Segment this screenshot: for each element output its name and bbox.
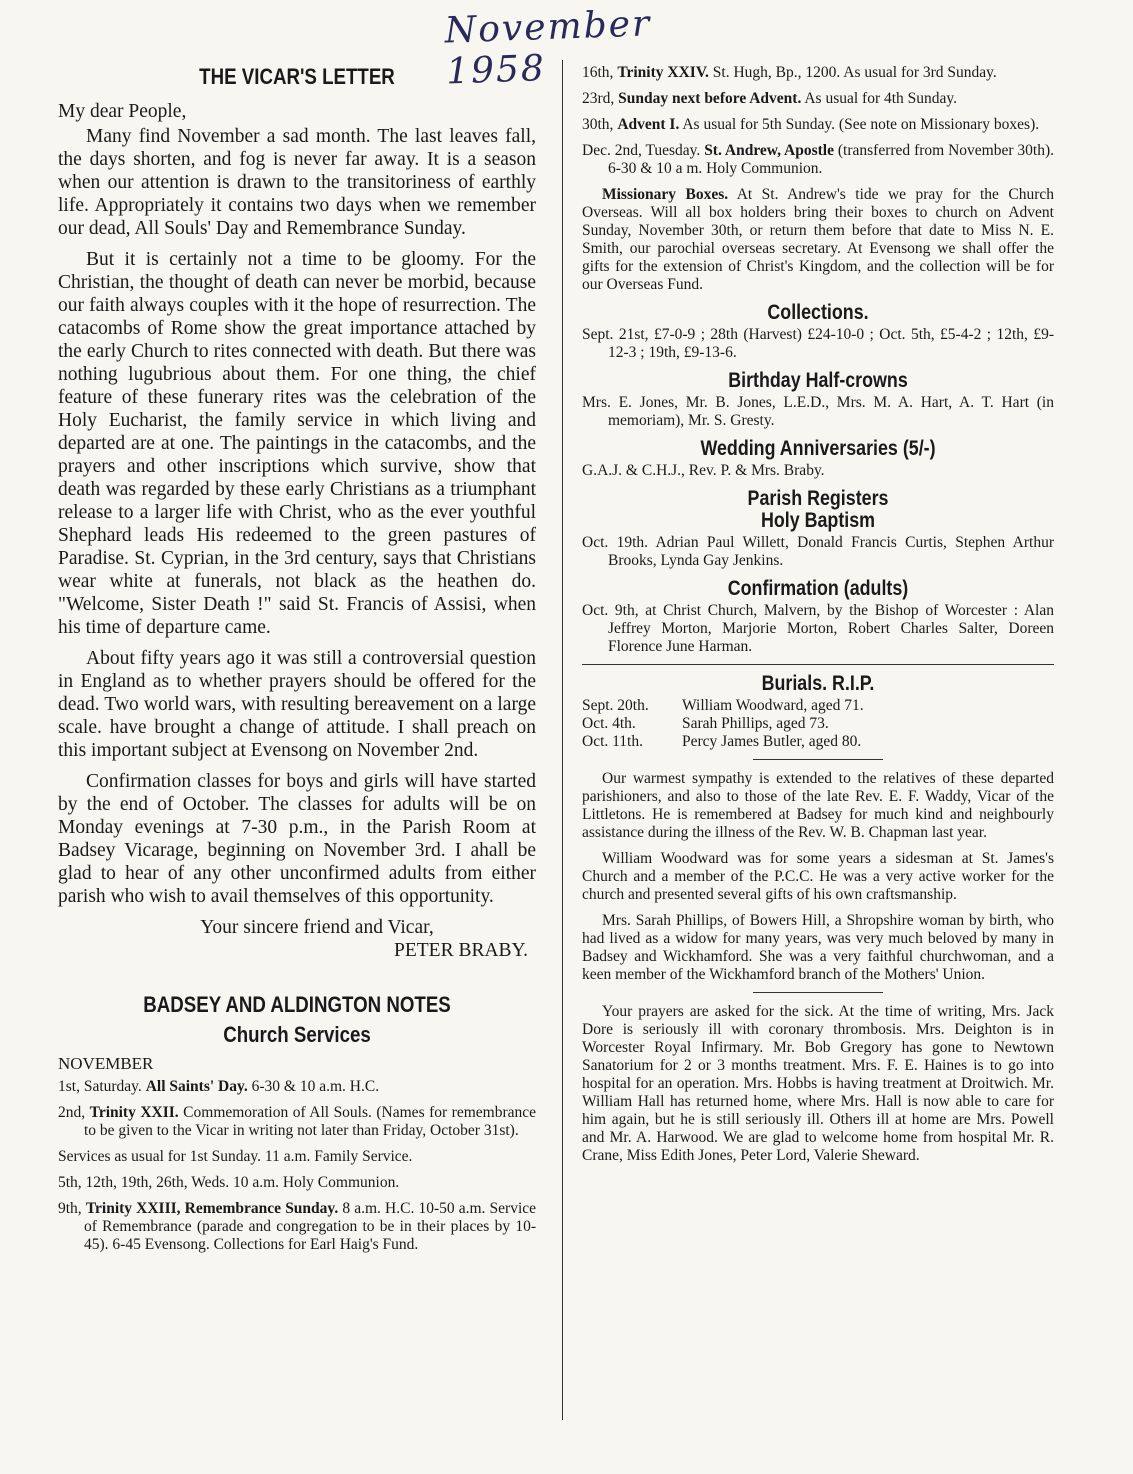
right-column <box>582 64 1054 1173</box>
baptism-text: Oct. 19th. Adrian Paul Willett, Donald Francis Curtis, Stephen Arthur Brooks, Lynda Gay Jenkins. <box>582 534 1054 569</box>
burial-row: Sept. 20th. William Woodward, aged 71. <box>582 697 864 714</box>
letter-closing: Your sincere friend and Vicar, <box>200 917 434 938</box>
service-entry: Dec. 2nd, Tuesday. St. Andrew, Apostle (transferred from November 30th). 6-30 & 10 a m. Holy Communion. <box>582 142 1054 177</box>
vicar-letter-title: THE VICAR'S LETTER <box>199 64 395 89</box>
burials-title: Burials. R.I.P. <box>761 672 875 695</box>
service-entry: 5th, 12th, 19th, 26th, Weds. 10 a.m. Holy Communion. <box>58 1174 400 1191</box>
collections-text: Sept. 21st, £7-0-9 ; 28th (Harvest) £24-10-0 ; Oct. 5th, £5-4-2 ; 12th, £9-12-3 ; 19th, £9-13-6. <box>582 326 1054 361</box>
short-rule <box>753 992 883 993</box>
birthday-title: Birthday Half-crowns <box>728 369 908 392</box>
confirmation-title: Confirmation (adults) <box>727 577 909 600</box>
burial-paragraph: Our warmest sympathy is extended to the relatives of these departed parishioners, and also to those of the late Rev. E. F. Waddy, Vicar of the Littletons. He is remembered at Badsey for much kind and neighbourly assistance during the illness of the Rev. W. B. Chapman last year. <box>582 770 1054 841</box>
registers-title: Parish Registers <box>747 487 889 510</box>
service-entry: 16th, Trinity XXIV. St. Hugh, Bp., 1200. As usual for 3rd Sunday. <box>582 64 997 81</box>
collections-title: Collections. <box>767 301 869 324</box>
short-rule <box>753 759 883 760</box>
letter-paragraph: Confirmation classes for boys and girls will have started by the end of October. The classes for adults will be on Monday evenings at 7-30 p.m., in the Parish Room at Badsey Vicarage, beginning on November 3rd. I ahall be glad to hear of any other unconfirmed adults from either parish who wish to avail themselves of this opportunity. <box>58 771 536 907</box>
service-entry: 9th, Trinity XXIII, Remembrance Sunday. 8 a.m. H.C. 10-50 a.m. Service of Remembrance (parade and congregation to be in their places by 10-45). 6-45 Evensong. Collections for Earl Haig's Fund. <box>58 1200 537 1253</box>
letter-paragraph: But it is certainly not a time to be gloomy. For the Christian, the thought of death can never be morbid, because our faith always couples with it the hope of resurrection. The catacombs of Rome show the great importance attached by the early Church to rites connected with death. But there was nothing lugubrious about them. For one thing, the chief feature of these funerary rites was the celebration of the Holy Eucharist, the family service in which living and departed are at one. The paintings in the catacombs, and the prayers and other inscriptions which survive, show that death was regarded by these early Christians as a triumphant release to a larger life with Christ, who as the ever youthful Shephard leads His redeemed to the green pastures of Paradise. St. Cyprian, in the 3rd century, says that Christians wear white at funerals, not black as the heathen do. "Welcome, Sister Death !" said St. Francis of Assisi, when his time of departure came. <box>58 249 536 638</box>
letter-salutation: My dear People, <box>58 101 187 122</box>
services-list-left <box>58 1078 536 1254</box>
confirmation-text: Oct. 9th, at Christ Church, Malvern, by the Bishop of Worcester : Alan Jeffrey Morton, Marjorie Morton, Robert Charles Salter, Doreen Florence June Harman. <box>582 602 1054 655</box>
vicar-letter <box>58 100 536 962</box>
left-column <box>58 64 536 1262</box>
services-title: Church Services <box>223 1022 371 1047</box>
wedding-text: G.A.J. & C.H.J., Rev. P. & Mrs. Braby. <box>582 462 825 479</box>
service-entry: 1st, Saturday. All Saints' Day. 6-30 & 10 a.m. H.C. <box>58 1078 380 1095</box>
letter-signature: PETER BRABY. <box>393 940 528 961</box>
column-divider <box>562 60 563 1420</box>
burial-row: Oct. 11th. Percy James Butler, aged 80. <box>582 733 862 750</box>
letter-paragraph: About fifty years ago it was still a controversial question in England as to whether prayers should be offered for the dead. Two world wars, with resulting bereavement on a large scale. have brought a change of attitude. I shall preach on this important subject at Evensong on November 2nd. <box>58 648 536 761</box>
missionary-boxes-note: Missionary Boxes. At St. Andrew's tide we pray for the Church Overseas. Will all box holders bring their boxes to church on Advent Sunday, November 30th, or return them before that date to Miss N. E. Smith, our parochial overseas secretary. At Evensong we shall offer the gifts for the extension of Christ's Kingdom, and the collection will be for our Overseas Fund. <box>582 186 1054 293</box>
service-entry: 23rd, Sunday next before Advent. As usual for 4th Sunday. <box>582 90 958 107</box>
baptism-title: Holy Baptism <box>760 509 876 532</box>
service-entry: 2nd, Trinity XXII. Commemoration of All Souls. (Names for remembrance to be given to the Vicar in writing not later than Friday, October 31st). <box>58 1104 536 1139</box>
services-list-right <box>582 64 1054 178</box>
birthday-text: Mrs. E. Jones, Mr. B. Jones, L.E.D., Mrs. M. A. Hart, A. T. Hart (in memoriam), Mr. S. Gresty. <box>582 394 1054 429</box>
service-entry: 30th, Advent I. As usual for 5th Sunday. (See note on Missionary boxes). <box>582 116 1040 133</box>
burial-paragraph: Mrs. Sarah Phillips, of Bowers Hill, a Shropshire woman by birth, who had lived as a widow for many years, was very much beloved by many in Badsey and Wickhamford. She was a very faithful churchwoman, and a keen member of the Wickhamford branch of the Mothers' Union. <box>582 912 1054 983</box>
month-label: NOVEMBER <box>58 1054 154 1073</box>
section-rule <box>582 664 1054 665</box>
burial-row: Oct. 4th. Sarah Phillips, aged 73. <box>582 715 829 732</box>
handwritten-date: November 1958 <box>444 3 652 93</box>
wedding-title: Wedding Anniversaries (5/-) <box>700 437 936 460</box>
burial-list <box>582 697 1054 751</box>
service-entry: Services as usual for 1st Sunday. 11 a.m. Family Service. <box>58 1148 413 1165</box>
sick-list: Your prayers are asked for the sick. At the time of writing, Mrs. Jack Dore is seriously ill with coronary thrombosis. Mrs. Deighton is in Worcester Royal Infirmary. Mr. Bob Gregory has gone to Newtown Sanatorium for 2 or 3 months treatment. Mrs. F. E. Haines is to go into hospital for an operation. Mrs. Hobbs is having treatment at Droitwich. Mr. William Hall has returned home, where Mrs. Hall is now able to care for him again, but he is still seriously ill. Others ill at home are Mrs. Powell and Mr. A. Harwood. We are glad to welcome home from hospital Mr. R. Crane, Miss Edith Jones, Peter Lord, Valerie Sheward. <box>582 1003 1054 1164</box>
letter-paragraph: Many find November a sad month. The last leaves fall, the days shorten, and fog is never far away. It is a season when our attention is drawn to the transitoriness of earthly life. Appropriately it contains two days when we remember our dead, All Souls' Day and Remembrance Sunday. <box>58 126 536 239</box>
notes-title: BADSEY AND ALDINGTON NOTES <box>143 992 451 1017</box>
burial-paragraph: William Woodward was for some years a sidesman at St. James's Church and a member of the P.C.C. He was a very active worker for the church and presented several gifts of his own craftsmanship. <box>582 850 1054 903</box>
